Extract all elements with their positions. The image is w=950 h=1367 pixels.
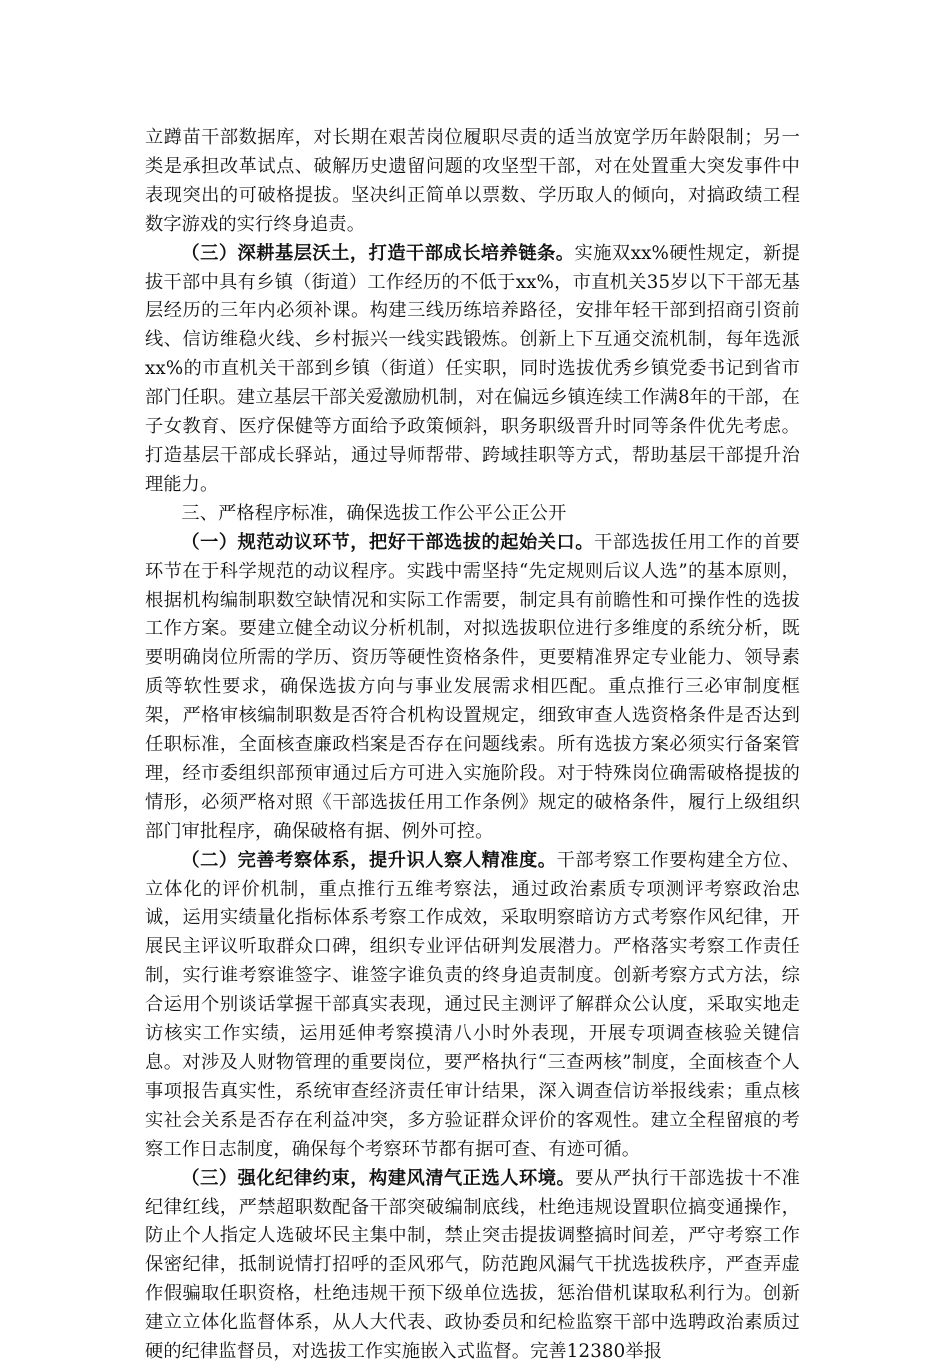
section-heading-3 bbox=[145, 500, 800, 529]
paragraph-continuation bbox=[145, 124, 800, 240]
paragraph-lead-heading: （二）完善考察体系，提升识人察人精准度。 bbox=[181, 849, 557, 871]
paragraph-section-3-2 bbox=[145, 847, 800, 1165]
section-heading-text: 三、严格程序标准，确保选拔工作公平公正公开 bbox=[181, 502, 567, 524]
paragraph-text: 干部考察工作要构建全方位、立体化的评价机制，重点推行五维考察法，通过政治素质专项测评考察政治忠诚，运用实绩量化指标体系考察工作成效，采取明察暗访方式考察作风纪律，开展民主评议听取群众口碑，组织专业评估研判发展潜力。严格落实考察工作责任制，实行谁考察谁签字、谁签字谁负责的终身追责制度。创新考察方式方法，综合运用个别谈话掌握干部真实表现，通过民主测评了解群众公认度，采取实地走访核实工作实绩，运用延伸考察摸清八小时外表现，开展专项调查核验关键信息。对涉及人财物管理的重要岗位，要严格执行“三查两核”制度，全面核查个人事项报告真实性，系统审查经济责任审计结果，深入调查信访举报线索；重点核实社会关系是否存在利益冲突，多方验证群众评价的客观性。建立全程留痕的考察工作日志制度，确保每个考察环节都有据可查、有迹可循。 bbox=[145, 849, 800, 1160]
paragraph-text: 干部选拔任用工作的首要环节在于科学规范的动议程序。实践中需坚持“先定规则后议人选”的基本原则，根据机构编制职数空缺情况和实际工作需要，制定具有前瞻性和可操作性的选拔工作方案。要建立健全动议分析机制，对拟选拔职位进行多维度的系统分析，既要明确岗位所需的学历、资历等硬性资格条件，更要精准界定专业能力、领导素质等软性要求，确保选拔方向与事业发展需求相匹配。重点推行三必审制度框架，严格审核编制职数是否符合机构设置规定，细致审查人选资格条件是否达到任职标准，全面核查廉政档案是否存在问题线索。所有选拔方案必须实行备案管理，经市委组织部预审通过后方可进入实施阶段。对于特殊岗位确需破格提拔的情形，必须严格对照《干部选拔任用工作条例》规定的破格条件，履行上级组织部门审批程序，确保破格有据、例外可控。 bbox=[145, 531, 800, 842]
paragraph-lead-heading: （三）强化纪律约束，构建风清气正选人环境。 bbox=[181, 1167, 576, 1189]
paragraph-text: 实施双xx%硬性规定，新提拔干部中具有乡镇（街道）工作经历的不低于xx%，市直机关35岁以下干部无基层经历的三年内必须补课。构建三线历练培养路径，安排年轻干部到招商引资前线、信访维稳火线、乡村振兴一线实践锻炼。创新上下互通交流机制，每年选派xx%的市直机关干部到乡镇（街道）任实职，同时选拔优秀乡镇党委书记到省市部门任职。建立基层干部关爱激励机制，对在偏远乡镇连续工作满8年的干部，在子女教育、医疗保健等方面给予政策倾斜，职务职级晋升时同等条件优先考虑。打造基层干部成长驿站，通过导师帮带、跨域挂职等方式，帮助基层干部提升治理能力。 bbox=[145, 242, 801, 495]
paragraph-section-3-1 bbox=[145, 529, 800, 847]
paragraph-text: 立蹲苗干部数据库，对长期在艰苦岗位履职尽责的适当放宽学历年龄限制；另一类是承担改革试点、破解历史遗留问题的攻坚型干部，对在处置重大突发事件中表现突出的可破格提拔。坚决纠正简单以票数、学历取人的倾向，对搞政绩工程数字游戏的实行终身追责。 bbox=[145, 127, 800, 235]
paragraph-lead-heading: （一）规范动议环节，把好干部选拔的起始关口。 bbox=[181, 531, 595, 553]
paragraph-section-3-3 bbox=[145, 1165, 800, 1367]
paragraph-lead-heading: （三）深耕基层沃土，打造干部成长培养链条。 bbox=[181, 242, 575, 264]
paragraph-text: 要从严执行干部选拔十不准纪律红线，严禁超职数配备干部突破编制底线，杜绝违规设置职位搞变通操作，防止个人指定人选破坏民主集中制，禁止突击提拔调整搞时间差，严守考察工作保密纪律，抵制说情打招呼的歪风邪气，防范跑风漏气干扰选拔秩序，严查弄虚作假骗取任职资格，杜绝违规干预下级单位选拔，惩治借机谋取私利行为。创新建立立体化监督体系，从人大代表、政协委员和纪检监察干部中选聘政治素质过硬的纪律监督员，对选拔工作实施嵌入式监督。完善12380举报 bbox=[145, 1167, 800, 1363]
paragraph-section-2-3 bbox=[145, 240, 800, 500]
